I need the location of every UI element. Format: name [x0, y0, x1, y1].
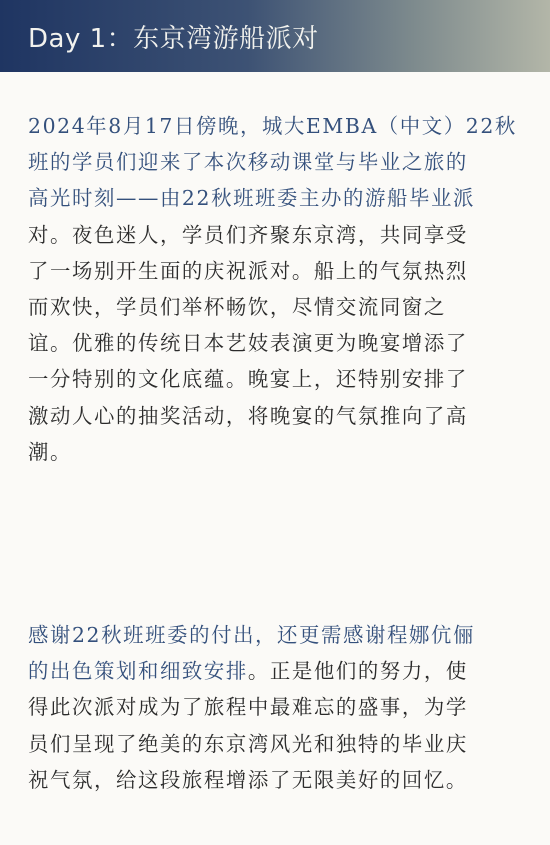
highlighted-intro-text: 2024年8月17日傍晚，城大EMBA（中文）22秋 班的学员们迎来了本次移动课堂与毕业之旅的 高光时刻——由22秋班班委主办的游船毕业派	[28, 114, 517, 211]
paragraph-party-description	[28, 108, 520, 470]
paragraph-thanks	[28, 617, 520, 798]
party-description-text: 对。夜色迷人，学员们齐聚东京湾，共同享受 了一场别开生面的庆祝派对。船上的气氛热烈 而欢快，学员们举杯畅饮，尽情交流同窗之 谊。优雅的传统日本艺妓表演更为晚宴增添了 一分特别的文化底蕴。晚宴上，还特别安排了 激动人心的抽奖活动，将晚宴的气氛推向了高 潮。	[28, 222, 468, 464]
thanks-description-text: 。正是他们的努力，使 得此次派对成为了旅程中最难忘的盛事，为学 员们呈现了绝美的东京湾风光和独特的毕业庆 祝气氛，给这段旅程增添了无限美好的回忆。	[28, 659, 468, 792]
day-title: Day 1：东京湾游船派对	[28, 23, 319, 54]
highlighted-thanks-text: 感谢22秋班班委的付出，还更需感谢程娜伉俪 的出色策划和细致安排	[28, 623, 475, 684]
day-header-banner	[0, 0, 550, 72]
